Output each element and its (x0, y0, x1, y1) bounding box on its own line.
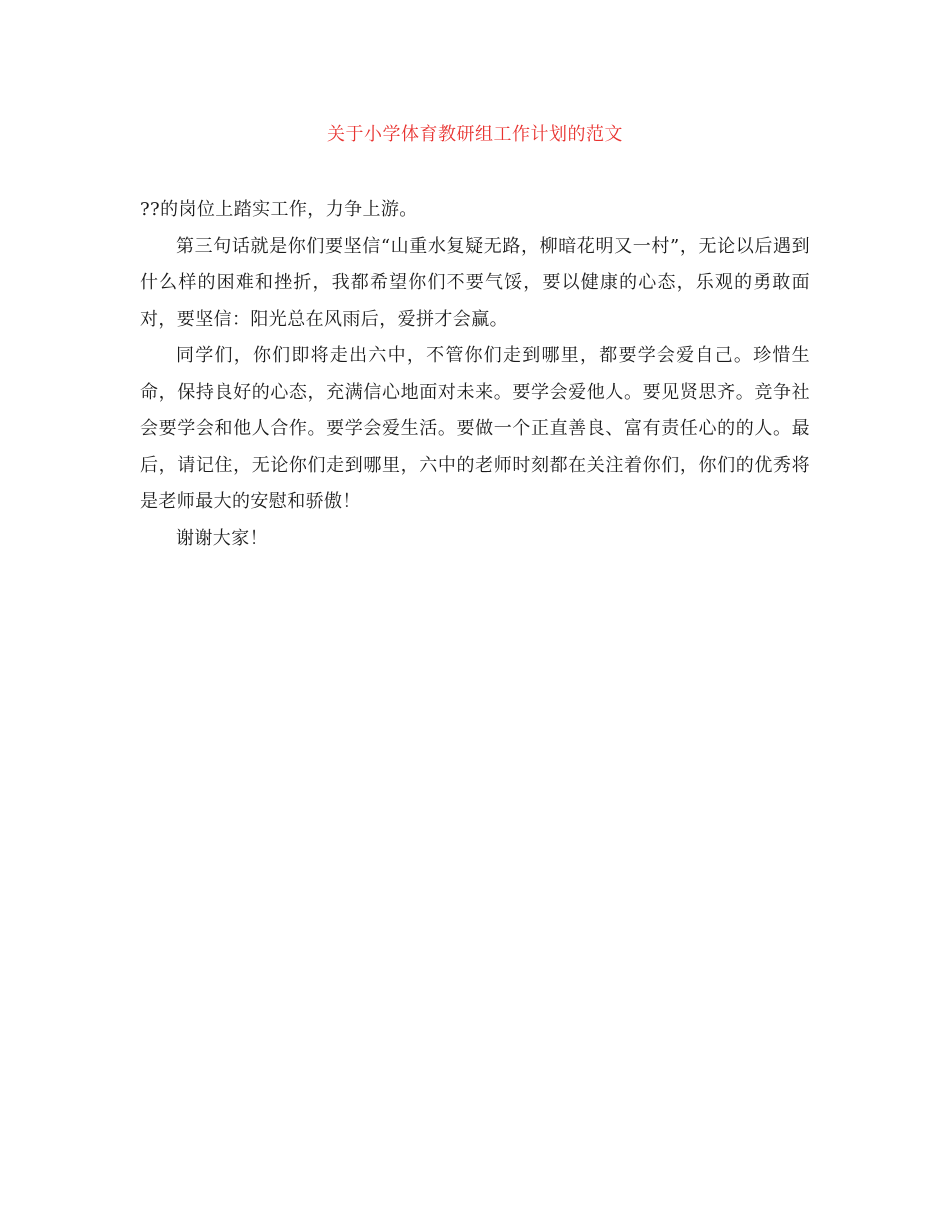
document-body (140, 192, 810, 557)
paragraph-third-saying: 第三句话就是你们要坚信“山重水复疑无路，柳暗花明又一村”，无论以后遇到什么样的困难和挫折，我都希望你们不要气馁，要以健康的心态，乐观的勇敢面对，要坚信：阳光总在风雨后，爱拼才会赢。 (140, 235, 810, 330)
paragraph-thanks: 谢谢大家！ (176, 527, 268, 549)
paragraph-continuation: ??的岗位上踏实工作，力争上游。 (140, 199, 418, 220)
document-title: 关于小学体育教研组工作计划的范文 (327, 124, 623, 145)
paragraph-classmates: 同学们，你们即将走出六中，不管你们走到哪里，都要学会爱自己。珍惜生命，保持良好的心态，充满信心地面对未来。要学会爱他人。要见贤思齐。竞争社会要学会和他人合作。要学会爱生活。要做一个正直善良、富有责任心的的人。最后，请记住，无论你们走到哪里，六中的老师时刻都在关注着你们，你们的优秀将是老师最大的安慰和骄傲！ (140, 345, 810, 512)
